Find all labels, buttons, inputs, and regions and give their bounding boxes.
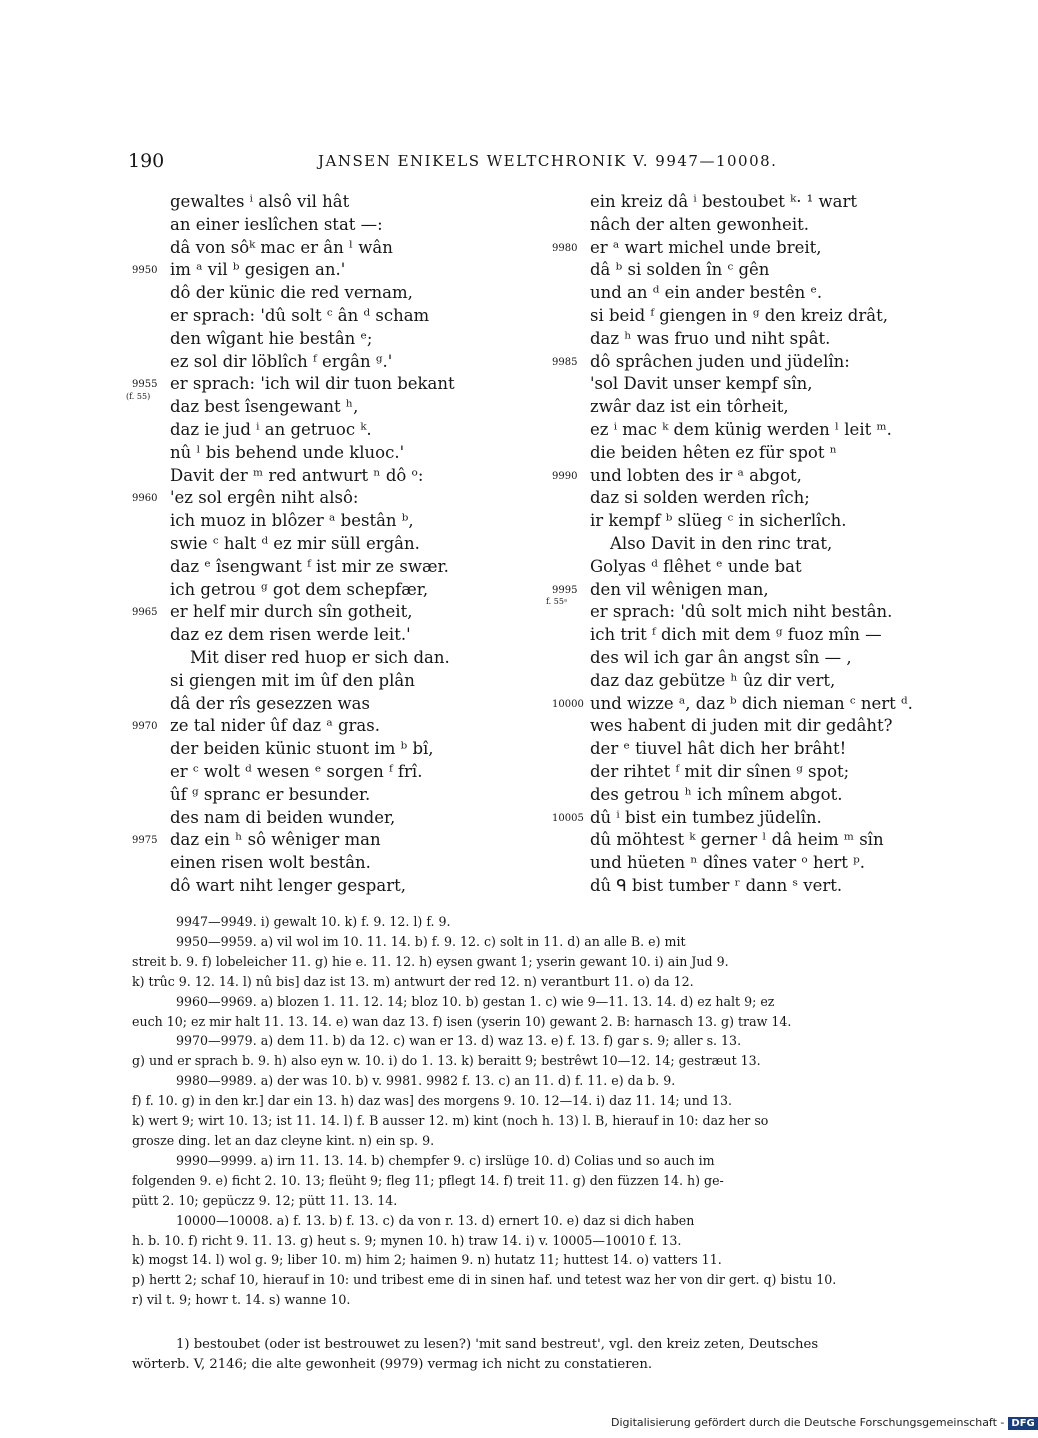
line-number: 9955 [132,379,158,391]
verse-text: dâ von sôᵏ mac er ân ˡ wân [170,237,393,257]
apparatus-line: k) wert 9; wirt 10. 13; ist 11. 14. l) f. B ausser 12. m) kint (noch h. 13) l. B, hierauf in 10: daz her so [132,1113,769,1129]
verse-text: dû möhtest ᵏ gerner ˡ dâ heim ᵐ sîn [590,830,884,850]
verse-line [128,191,538,214]
verse-text: daz best îsengewant ʰ, [170,397,359,417]
line-number: 9960 [132,493,158,505]
line-number: 9995 [552,584,578,596]
dfg-logo: DFG [1008,1417,1037,1430]
apparatus-line: 10000—10008. a) f. 13. b) f. 13. c) da von r. 13. d) ernert 10. e) daz si dich haben [176,1212,695,1228]
verse-line [548,761,908,784]
verse-line [548,191,908,214]
line-number: 10000 [552,698,584,710]
verse-line [128,351,538,374]
verse-text: er ᵃ wart michel unde breit, [590,237,822,257]
verse-line [548,305,908,328]
verse-line [128,442,538,465]
apparatus-line: pütt 2. 10; gepüczz 9. 12; pütt 11. 13. 14. [132,1192,398,1208]
verse-text: ich getrou ᵍ got dem schepfær, [170,579,429,599]
verse-line [548,373,908,396]
verse-line [548,442,908,465]
verse-text: ez ⁱ mac ᵏ dem künig werden ˡ leit ᵐ. [590,419,892,439]
verse-text: ez sol dir löblîch ᶠ ergân ᵍ.' [170,351,393,371]
verse-text: dû ᑫ bist tumber ʳ dann ˢ vert. [590,875,843,895]
verse-text: ûf ᵍ spranc er besunder. [170,784,371,804]
verse-line [128,579,538,602]
apparatus-line: 9947—9949. i) gewalt 10. k) f. 9. 12. l) f. 9. [176,914,451,929]
verse-text: nâch der alten gewonheit. [590,214,809,234]
apparatus-line: k) mogst 14. l) wol g. 9; liber 10. m) him 2; haimen 9. n) hutatz 11; huttest 14. o) vatters 11. [132,1252,722,1268]
verse-text: dâ ᵇ si solden în ᶜ gên [590,260,770,280]
verse-text: ich trit ᶠ dich mit dem ᵍ fuoz mîn — [590,625,882,645]
verse-text: der ᵉ tiuvel hât dich her brâht! [590,739,847,759]
verse-text: dô wart niht lenger gespart, [170,875,406,895]
footnote-line: 1) bestoubet (oder ist bestrouwet zu lesen?) 'mit sand bestreut', vgl. den kreiz zeten, Deutsches [176,1337,819,1352]
verse-line [128,670,538,693]
verse-line [128,487,538,510]
line-number: 9990 [552,470,578,482]
apparatus-line: p) hertt 2; schaf 10, hierauf in 10: und tribest eme di in sinen haf. und tetest waz her von dir gert. q) bistu 10. [132,1272,837,1288]
apparatus-line: 9970—9979. a) dem 11. b) da 12. c) wan er 13. d) waz 13. e) f. 13. f) gar s. 9; aller s. 13. [176,1033,742,1049]
verse-line [128,510,538,533]
verse-line [548,647,908,670]
verse-line [548,510,908,533]
verse-text: Golyas ᵈ flêhet ᵉ unde bat [590,556,802,576]
verse-text: den vil wênigen man, [590,579,769,599]
verse-line [548,419,908,442]
apparatus-line: grosze ding. let an daz cleyne kint. n) ein sp. 9. [132,1132,435,1148]
verse-column-left [128,191,538,898]
verse-line [548,624,908,647]
verse-line [548,533,908,556]
verse-line [548,875,908,898]
verse-text: Davit der ᵐ red antwurt ⁿ dô ᵒ: [170,465,424,485]
verse-line [128,328,538,351]
folio-marker: f. 55ᵃ [546,597,568,607]
verse-text: daz ez dem risen werde leit.' [170,625,411,645]
verse-text: zwâr daz ist ein tôrheit, [590,397,789,417]
verse-text: daz ᵉ îsengwant ᶠ ist mir ze swær. [170,556,449,576]
apparatus-line: k) trûc 9. 12. 14. l) nû bis] daz ist 13. m) antwurt der red 12. n) verantburt 11. o) da 12. [132,973,694,989]
verse-text: ze tal nider ûf daz ᵃ gras. [170,716,380,736]
verse-line [128,419,538,442]
verse-text: den wîgant hie bestân ᵉ; [170,328,373,348]
verse-line [546,597,908,624]
verse-text: einen risen wolt bestân. [170,853,371,873]
footnotes [132,1335,932,1375]
verse-line [548,351,908,374]
line-number: 9985 [552,356,578,368]
verse-text: ir kempf ᵇ slüeg ᶜ in sicherlîch. [590,511,847,531]
verse-line [548,807,908,830]
verse-line [548,259,908,282]
verse-line [548,715,908,738]
verse-text: dû ⁱ bist ein tumbez jüdelîn. [590,807,822,827]
apparatus-line: f) f. 10. g) in den kr.] dar ein 13. h) daz was] des morgens 9. 10. 12—14. i) daz 11. 14; und 13. [132,1093,732,1109]
verse-text: daz si solden werden rîch; [590,488,810,508]
verse-text: Mit diser red huop er sich dan. [190,647,450,667]
verse-text: an einer ieslîchen stat —: [170,214,383,234]
verse-text: ein kreiz dâ ⁱ bestoubet ᵏ· ¹ wart [590,192,858,211]
verse-text: er sprach: 'ich wil dir tuon bekant [170,374,455,394]
verse-line [128,829,538,852]
footer-text: Digitalisierung gefördert durch die Deutsche Forschungsgemeinschaft - [611,1416,1005,1429]
page-number: 190 [128,150,165,172]
verse-text: und an ᵈ ein ander bestên ᵉ. [590,283,823,303]
verse-line [548,738,908,761]
apparatus-line: 9980—9989. a) der was 10. b) v. 9981. 9982 f. 13. c) an 11. d) f. 11. e) da b. 9. [176,1073,676,1089]
verse-text: swie ᶜ halt ᵈ ez mir süll ergân. [170,533,420,553]
apparatus-line: g) und er sprach b. 9. h) also eyn w. 10. i) do 1. 13. k) beraitt 9; bestrêwt 10—12. 14; gestræut 13. [132,1053,761,1069]
verse-text: daz ʰ was fruo und niht spât. [590,328,831,348]
verse-text: im ᵃ vil ᵇ gesigen an.' [170,260,346,280]
verse-text: dô der künic die red vernam, [170,283,413,303]
verse-text: des nam di beiden wunder, [170,807,396,827]
verse-text: daz ein ʰ sô wêniger man [170,830,381,850]
verse-text: nû ˡ bis behend unde kluoc.' [170,442,405,462]
verse-line [548,465,908,488]
verse-line [126,392,538,419]
verse-line [548,396,908,419]
verse-text: dâ der rîs gesezzen was [170,693,370,713]
apparatus-line: streit b. 9. f) lobeleicher 11. g) hie e. 11. 12. h) eysen gwant 1; yserin gewant 10. i) ain Jud 9. [132,953,729,969]
running-title: JANSEN ENIKELS WELTCHRONIK V. 9947—10008. [318,152,778,170]
verse-text: daz ie jud ⁱ an getruoc ᵏ. [170,419,372,439]
verse-text: 'ez sol ergên niht alsô: [170,488,359,508]
verse-line [128,282,538,305]
apparatus-line: 9960—9969. a) blozen 1. 11. 12. 14; bloz 10. b) gestan 1. c) wie 9—11. 13. 14. d) ez halt 9; ez [176,993,775,1009]
critical-apparatus [132,912,932,1310]
digitization-footer [611,1416,1038,1430]
verse-text: der beiden künic stuont im ᵇ bî, [170,739,434,759]
verse-text: er ᶜ wolt ᵈ wesen ᵉ sorgen ᶠ frî. [170,761,423,781]
line-number: 9970 [132,721,158,733]
verse-line [128,738,538,761]
line-number: 9950 [132,265,158,277]
verse-line [548,214,908,237]
verse-line [548,556,908,579]
verse-text: er helf mir durch sîn gotheit, [170,602,413,622]
verse-line [128,715,538,738]
apparatus-line: euch 10; ez mir halt 11. 13. 14. e) wan daz 13. f) isen (yserin 10) gewant 2. B: harnasch 13. g) traw 14. [132,1013,792,1029]
verse-line [548,328,908,351]
line-number: 9980 [552,242,578,254]
line-number: 10005 [552,812,584,824]
verse-text: daz daz gebütze ʰ ûz dir vert, [590,670,836,690]
verse-text: wes habent di juden mit dir gedâht? [590,716,893,736]
verse-text: des getrou ʰ ich mînem abgot. [590,784,843,804]
verse-line [128,259,538,282]
verse-text: dô sprâchen juden und jüdelîn: [590,351,850,371]
verse-line [548,784,908,807]
apparatus-line: h. b. 10. f) richt 9. 11. 13. g) heut s. 9; mynen 10. h) traw 14. i) v. 10005—10010 f. 13. [132,1232,682,1248]
verse-line [128,624,538,647]
verse-line [128,761,538,784]
verse-line [548,693,913,716]
verse-text: und hüeten ⁿ dînes vater ᵒ hert ᵖ. [590,853,865,873]
verse-line [128,875,538,898]
verse-column-right [546,191,913,898]
verse-line [128,693,538,716]
verse-text: si giengen mit im ûf den plân [170,670,415,690]
verse-line [548,670,908,693]
verse-line [548,282,908,305]
verse-text: 'sol Davit unser kempf sîn, [590,374,813,394]
verse-line [128,214,538,237]
line-number: 9965 [132,607,158,619]
page-header [128,150,878,176]
verse-text: und lobten des ir ᵃ abgot, [590,465,802,485]
verse-text: ich muoz in blôzer ᵃ bestân ᵇ, [170,511,414,531]
verse-text: er sprach: 'dû solt ᶜ ân ᵈ scham [170,305,430,325]
verse-line [128,533,538,556]
verse-line [128,237,538,260]
verse-line [128,601,538,624]
apparatus-line: r) vil t. 9; howr t. 14. s) wanne 10. [132,1292,351,1308]
verse-text: der rihtet ᶠ mit dir sînen ᵍ spot; [590,761,850,781]
verse-text: si beid ᶠ giengen in ᵍ den kreiz drât, [590,305,888,325]
line-number: 9975 [132,835,158,847]
verse-line [128,647,538,670]
verse-line [548,579,908,602]
verse-line [128,807,538,830]
verse-text: und wizze ᵃ, daz ᵇ dich nieman ᶜ nert ᵈ. [590,693,913,713]
verse-line [128,305,538,328]
verse-text: die beiden hêten ez für spot ⁿ [590,442,837,462]
verse-text: Also Davit in den rinc trat, [610,533,833,553]
verse-text: er sprach: 'dû solt mich niht bestân. [590,602,893,622]
verse-line [548,852,908,875]
verse-line [128,465,538,488]
verse-line [128,852,538,875]
verse-line [128,784,538,807]
verse-line [128,556,538,579]
verse-line [128,373,538,396]
verse-line [548,237,908,260]
footnote-line: wörterb. V, 2146; die alte gewonheit (9979) vermag ich nicht zu constatieren. [132,1357,653,1372]
verse-line [548,829,908,852]
folio-marker: (f. 55) [126,392,151,402]
verse-text: gewaltes ⁱ alsô vil hât [170,192,350,211]
apparatus-line: folgenden 9. e) ficht 2. 10. 13; fleüht 9; fleg 11; pflegt 14. f) treit 11. g) den füzzen 14. h) ge- [132,1172,724,1188]
verse-text: des wil ich gar ân angst sîn — , [590,647,852,667]
apparatus-line: 9950—9959. a) vil wol im 10. 11. 14. b) f. 9. 12. c) solt in 11. d) an alle B. e) mit [176,933,686,949]
apparatus-line: 9990—9999. a) irn 11. 13. 14. b) chempfer 9. c) irslüge 10. d) Colias und so auch im [176,1152,715,1168]
verse-line [548,487,908,510]
